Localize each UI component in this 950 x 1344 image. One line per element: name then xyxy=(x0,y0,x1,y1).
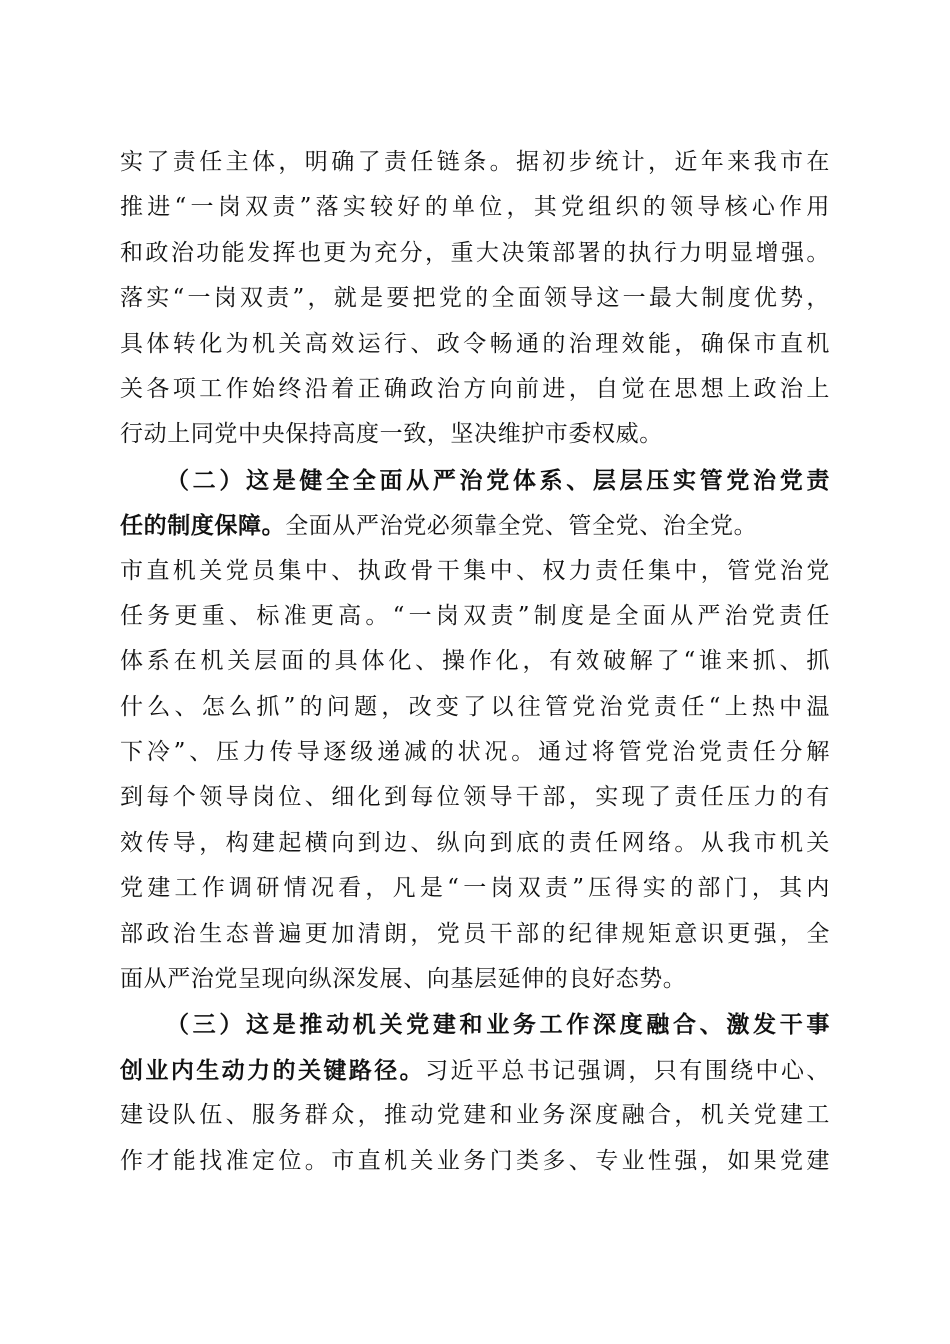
body-text: 习近平总书记强调，只有围绕中心、 xyxy=(425,1057,830,1084)
bold-heading-text: （三）这是推动机关党建和业务工作深度融合、激发干事 xyxy=(166,1011,830,1039)
body-text: 全面从严治党必须靠全党、管全党、治全党。 xyxy=(285,513,758,540)
body-text: 效传导，构建起横向到边、纵向到底的责任网络。从我市机关 xyxy=(120,829,830,856)
body-text: 行动上同党中央保持高度一致，坚决维护市委权威。 xyxy=(120,421,663,448)
text-line xyxy=(120,912,830,957)
text-line xyxy=(120,957,830,1002)
body-text: 面从严治党呈现向纵深发展、向基层延伸的良好态势。 xyxy=(120,966,687,993)
body-text: 什么、怎么抓”的问题，改变了以往管党治党责任“上热中温 xyxy=(120,693,830,720)
text-line xyxy=(120,140,830,185)
body-text: 体系在机关层面的具体化、操作化，有效破解了“谁来抓、抓 xyxy=(120,648,830,675)
text-line xyxy=(120,322,830,367)
text-line xyxy=(120,866,830,911)
bold-heading-text: 创业内生动力的关键路径。 xyxy=(120,1056,426,1084)
body-text: 党建工作调研情况看，凡是“一岗双责”压得实的部门，其内 xyxy=(120,875,830,902)
text-line xyxy=(120,730,830,775)
body-text: 推进“一岗双责”落实较好的单位，其党组织的领导核心作用 xyxy=(120,194,830,221)
text-line xyxy=(120,231,830,276)
text-line xyxy=(120,185,830,230)
body-text: 到每个领导岗位、细化到每位领导干部，实现了责任压力的有 xyxy=(120,784,830,811)
bold-heading-text: （二）这是健全全面从严治党体系、层层压实管党治党责 xyxy=(166,466,830,494)
body-text: 和政治功能发挥也更为充分，重大决策部署的执行力明显增强。 xyxy=(120,239,830,266)
body-text: 作才能找准定位。市直机关业务门类多、专业性强，如果党建 xyxy=(120,1147,830,1174)
text-line xyxy=(120,412,830,457)
body-text: 任务更重、标准更高。“一岗双责”制度是全面从严治党责任 xyxy=(120,602,830,629)
text-line xyxy=(120,367,830,412)
body-text: 下冷”、压力传导逐级递减的状况。通过将管党治党责任分解 xyxy=(120,739,830,766)
body-text: 落实“一岗双责”，就是要把党的全面领导这一最大制度优势， xyxy=(120,285,830,312)
body-text: 关各项工作始终沿着正确政治方向前进，自觉在思想上政治上 xyxy=(120,375,830,402)
text-line xyxy=(120,594,830,639)
body-text: 实了责任主体，明确了责任链条。据初步统计，近年来我市在 xyxy=(120,149,830,175)
text-line xyxy=(120,458,830,503)
text-line xyxy=(120,685,830,730)
text-line xyxy=(120,775,830,820)
text-line xyxy=(120,549,830,594)
text-line xyxy=(120,1093,830,1138)
document-body xyxy=(120,140,830,1184)
text-line xyxy=(120,639,830,684)
text-line xyxy=(120,1002,830,1047)
body-text: 建设队伍、服务群众，推动党建和业务深度融合，机关党建工 xyxy=(120,1102,830,1129)
text-line xyxy=(120,1139,830,1184)
text-line xyxy=(120,276,830,321)
body-text: 具体转化为机关高效运行、政令畅通的治理效能，确保市直机 xyxy=(120,330,830,357)
text-line xyxy=(120,503,830,548)
text-line xyxy=(120,1048,830,1093)
text-line xyxy=(120,821,830,866)
bold-heading-text: 任的制度保障。 xyxy=(120,512,286,540)
body-text: 市直机关党员集中、执政骨干集中、权力责任集中，管党治党 xyxy=(120,557,830,584)
body-text: 部政治生态普遍更加清朗，党员干部的纪律规矩意识更强，全 xyxy=(120,920,830,947)
